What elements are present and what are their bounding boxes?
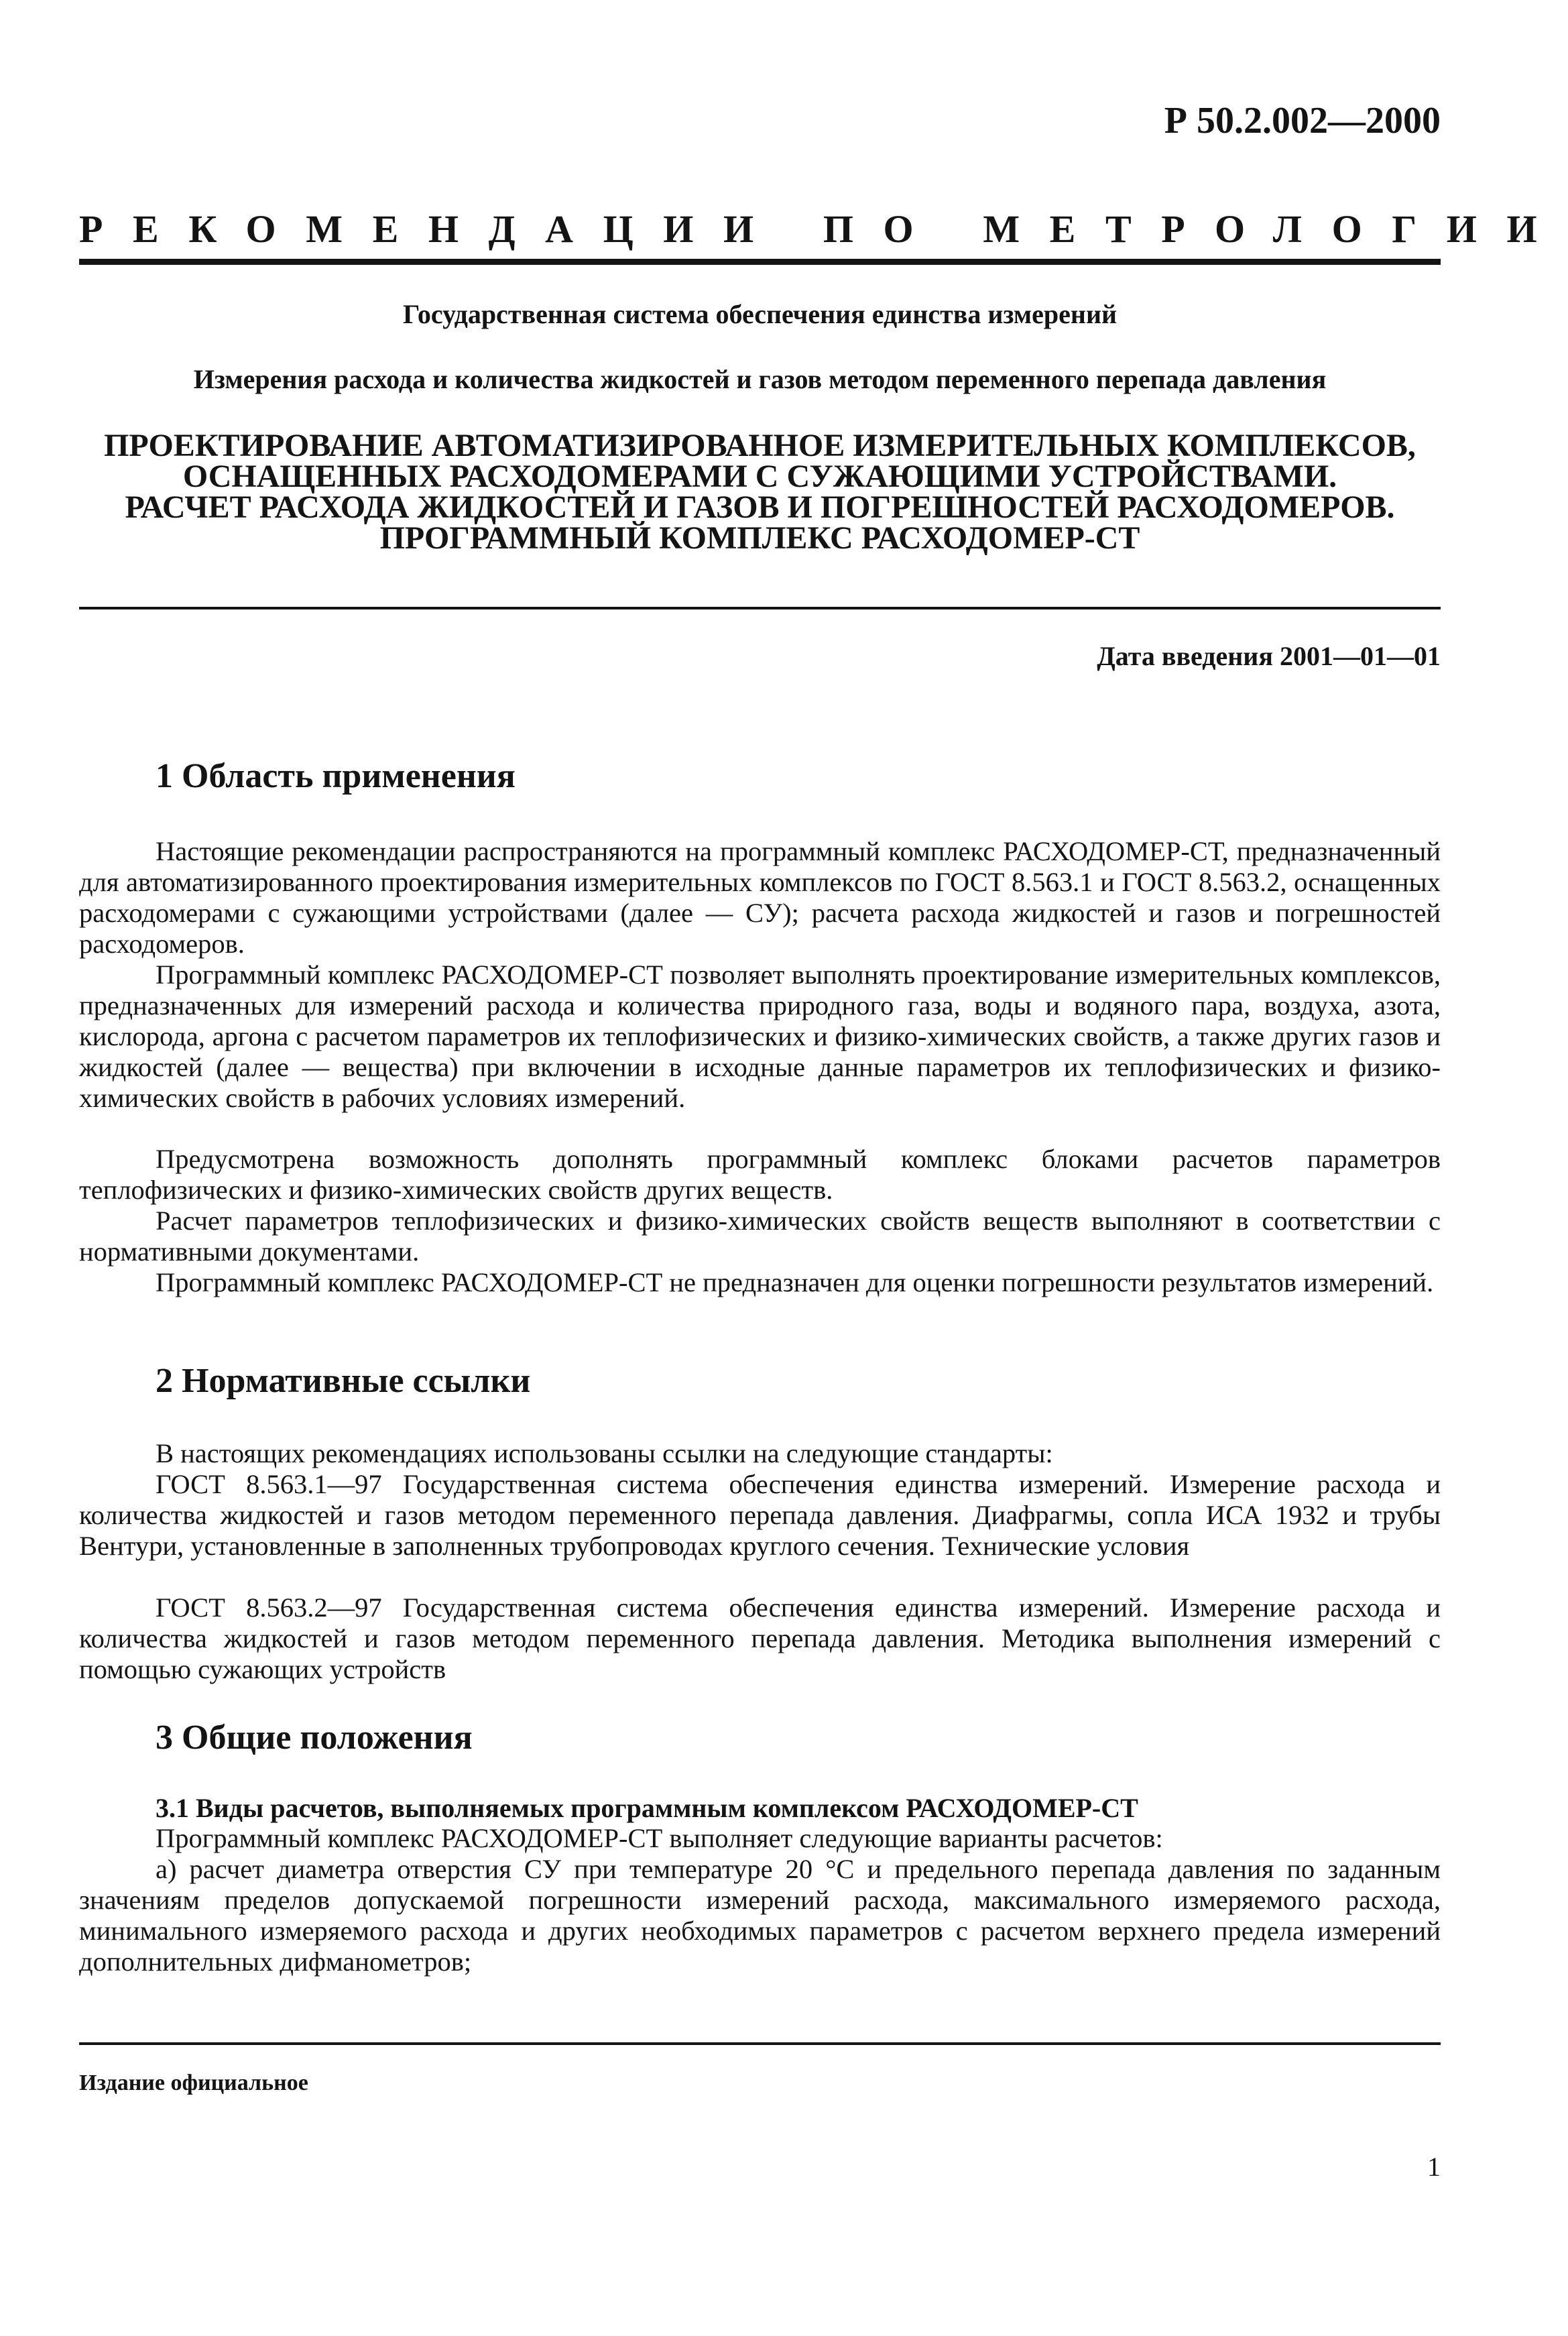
footer-rule <box>79 2042 1441 2045</box>
list-item-a: а) расчет диаметра отверстия СУ при температуре 20 °С и предельного перепада давления по заданным значениям пределов допускаемой погрешности измерений расхода, максимального измеряемого расхода, минимального измеряемого расхода и других необходимых параметров с расчетом верхнего предела измерений дополнительных дифманометров; <box>79 1854 1441 1977</box>
series-title <box>79 207 1567 251</box>
series-title-text: РЕКОМЕНДАЦИИ ПО МЕТРОЛОГИИ <box>79 207 1567 251</box>
main-title-line: ПРОЕКТИРОВАНИЕ АВТОМАТИЗИРОВАННОЕ ИЗМЕРИТЕЛЬНЫХ КОМПЛЕКСОВ, <box>104 428 1416 463</box>
section-2-intro: В настоящих рекомендациях использованы ссылки на следующие стандарты: <box>156 1438 1053 1468</box>
document-number: Р 50.2.002—2000 <box>1164 100 1441 141</box>
section-1-paragraph: Программный комплекс РАСХОДОМЕР-СТ не предназначен для оценки погрешности результатов измерений. <box>156 1267 1434 1297</box>
header-rule <box>79 259 1441 265</box>
section-2-heading: 2 Нормативные ссылки <box>156 1362 531 1400</box>
section-1-paragraph: Программный комплекс РАСХОДОМЕР-СТ позволяет выполнять проектирование измерительных комплексов, предназначенных для измерений расхода и количества природного газа, воды и водяного пара, воздуха, азота, кислорода, аргона с расчетом параметров их теплофизических и физико-химических свойств, а также других газов и жидкостей (далее — вещества) при включении в исходные данные параметров их теплофизических и физико-химических свойств в рабочих условиях измерений. <box>79 959 1441 1113</box>
page-number: 1 <box>1427 2152 1441 2182</box>
section-1-paragraph: Настоящие рекомендации распространяются на программный комплекс РАСХОДОМЕР-СТ, предназначенный для автоматизированного проектирования измерительных комплексов по ГОСТ 8.563.1 и ГОСТ 8.563.2, оснащенных расходомерами с сужающими устройствами (далее — СУ); расчета расхода жидкостей и газов и погрешностей расходомеров. <box>79 836 1441 959</box>
normative-reference: ГОСТ 8.563.2—97 Государственная система обеспечения единства измерений. Измерение расхода и количества жидкостей и газов методом переменного перепада давления. Методика выполнения измерений с помощью сужающих устройств <box>79 1592 1441 1684</box>
section-1-heading: 1 Область применения <box>156 757 516 795</box>
section-3-intro: Программный комплекс РАСХОДОМЕР-СТ выполняет следующие варианты расчетов: <box>156 1823 1163 1853</box>
edition-label: Издание официальное <box>79 2070 308 2095</box>
section-3-heading: 3 Общие положения <box>156 1718 473 1757</box>
normative-reference: ГОСТ 8.563.1—97 Государственная система обеспечения единства измерений. Измерение расхода и количества жидкостей и газов методом переменного перепада давления. Диафрагмы, сопла ИСА 1932 и трубы Вентури, установленные в заполненных трубопроводах круглого сечения. Технические условия <box>79 1469 1441 1561</box>
main-title-line: ПРОГРАММНЫЙ КОМПЛЕКС РАСХОДОМЕР-СТ <box>379 520 1140 556</box>
introduction-date: Дата введения 2001—01—01 <box>1097 641 1441 671</box>
system-line: Государственная система обеспечения единства измерений <box>402 299 1118 329</box>
subsection-3-1-heading: 3.1 Виды расчетов, выполняемых программным комплексом РАСХОДОМЕР-СТ <box>156 1793 1138 1823</box>
main-title-line: ОСНАЩЕННЫХ РАСХОДОМЕРАМИ С СУЖАЮЩИМИ УСТРОЙСТВАМИ. <box>182 459 1337 494</box>
main-title <box>79 430 1441 554</box>
section-1-paragraph: Предусмотрена возможность дополнять программный комплекс блоками расчетов параметров теплофизических и физико-химических свойств других веществ. <box>79 1144 1441 1205</box>
section-1-paragraph: Расчет параметров теплофизических и физико-химических свойств веществ выполняют в соответствии с нормативными документами. <box>79 1206 1441 1267</box>
subject-line: Измерения расхода и количества жидкостей и газов методом переменного перепада давления <box>193 364 1327 394</box>
main-title-line: РАСЧЕТ РАСХОДА ЖИДКОСТЕЙ И ГАЗОВ И ПОГРЕШНОСТЕЙ РАСХОДОМЕРОВ. <box>125 489 1395 525</box>
title-rule <box>79 607 1441 609</box>
